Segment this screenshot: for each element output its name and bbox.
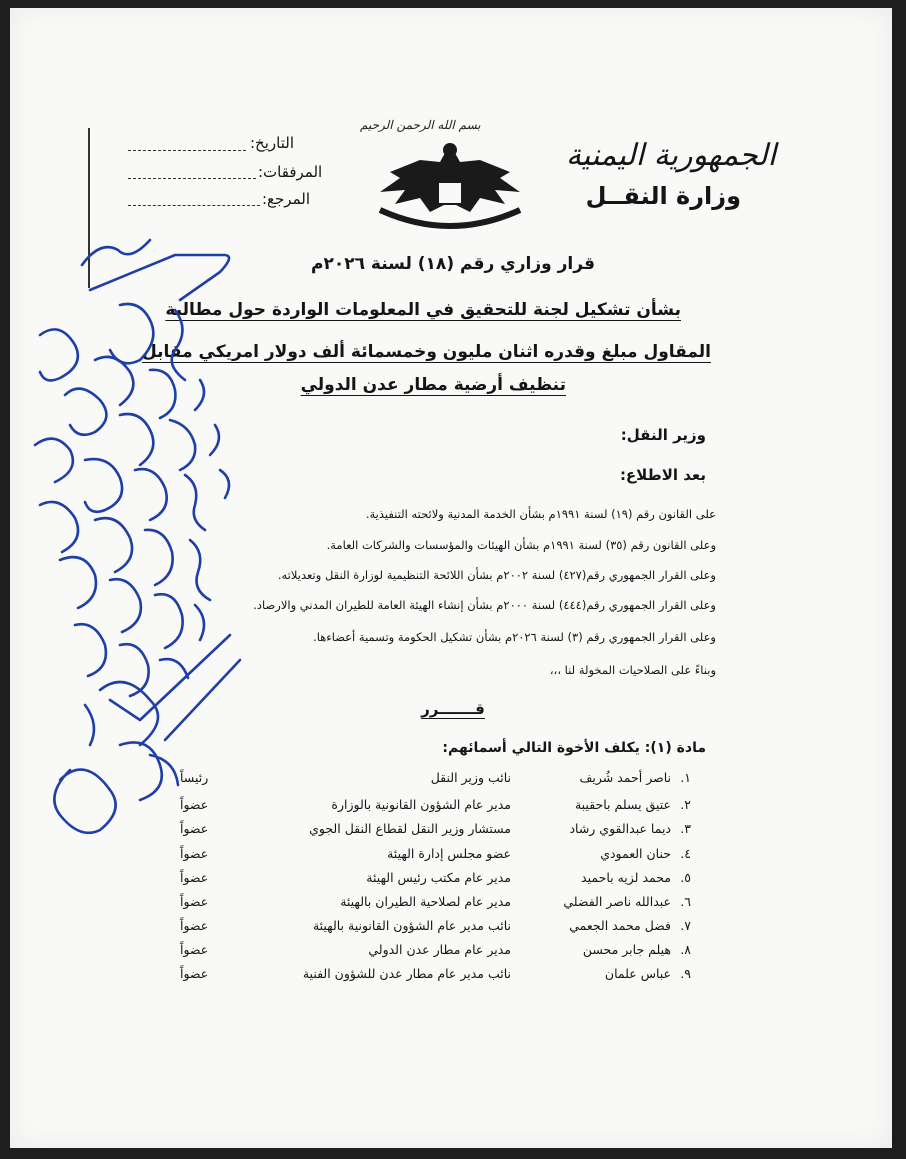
member-name: محمد لزيه باحميد [581, 870, 671, 885]
member-number: ٦. [680, 894, 691, 909]
member-name: حنان العمودي [600, 846, 671, 861]
member-role: مدير عام مطار عدن الدولي [368, 942, 511, 957]
republic-name: الجمهورية اليمنية [565, 138, 776, 173]
member-role: مستشار وزير النقل لقطاع النقل الجوي [309, 821, 511, 836]
minister-label: وزير النقل: [620, 426, 706, 444]
member-name: عبدالله ناصر الفضلي [563, 894, 671, 909]
member-role: نائب مدير عام الشؤون القانونية بالهيئة [312, 918, 511, 933]
after-review-label: بعد الاطلاع: [619, 466, 706, 484]
attachments-label: المرفقات: [258, 163, 323, 181]
member-name: عتيق يسلم باحقيبة [574, 797, 671, 812]
member-status: عضواً [180, 918, 209, 933]
member-role: نائب وزير النقل [430, 770, 511, 785]
article-1: مادة (١): يكلف الأخوة التالي أسمائهم: [442, 740, 706, 756]
member-role: عضو مجلس إدارة الهيئة [387, 846, 511, 861]
basmala: بسم الله الرحمن الرحيم [360, 118, 481, 132]
member-status: عضواً [180, 966, 209, 981]
member-name: ديما عبدالقوي رشاد [569, 821, 671, 836]
member-status: عضواً [180, 894, 209, 909]
law-6: وبناءً على الصلاحيات المخولة لنا ،،، [549, 663, 716, 677]
member-status: عضواً [180, 942, 209, 957]
member-name: عباس علمان [604, 966, 671, 981]
member-name: ناصر أحمد شُريف [579, 770, 671, 785]
member-role: مدير عام الشؤون القانونية بالوزارة [331, 797, 511, 812]
law-5: وعلى القرار الجمهوري رقم (٣) لسنة ٢٠٢٦م بشأن تشكيل الحكومة وتسمية أعضاءها. [313, 630, 716, 644]
member-number: ٩. [680, 966, 691, 981]
subject-line-3: تنظيف أرضية مطار عدن الدولي [300, 375, 566, 395]
member-status: عضواً [180, 821, 209, 836]
decree-title: قرار وزاري رقم (١٨) لسنة ٢٠٢٦م [311, 254, 595, 274]
member-status: عضواً [180, 870, 209, 885]
law-4: وعلى القرار الجمهوري رقم(٤٤٤) لسنة ٢٠٠٠م بشأن إنشاء الهيئة العامة للطيران المدني والارصاد. [253, 598, 716, 612]
member-number: ٧. [680, 918, 691, 933]
member-role: مدير عام لصلاحية الطيران بالهيئة [340, 894, 511, 909]
law-3: وعلى القرار الجمهوري رقم(٤٢٧) لسنة ٢٠٠٢م بشأن اللائحة التنظيمية لوزارة النقل وتعديلاته. [277, 568, 716, 582]
member-status: عضواً [180, 846, 209, 861]
member-role: مدير عام مكتب رئيس الهيئة [366, 870, 511, 885]
member-number: ٥. [680, 870, 691, 885]
member-name: هيلم جابر محسن [582, 942, 671, 957]
member-number: ٣. [680, 821, 691, 836]
member-role: نائب مدير عام مطار عدن للشؤون الفنية [302, 966, 511, 981]
date-label: التاريخ: [250, 134, 294, 152]
member-number: ١. [680, 770, 691, 785]
ministry-name: وزارة النقــل [585, 182, 741, 210]
decides-heading: قـــــــرر [421, 700, 485, 718]
law-1: على القانون رقم (١٩) لسنة ١٩٩١م بشأن الخدمة المدنية ولائحته التنفيذية. [365, 507, 716, 521]
law-2: وعلى القانون رقم (٣٥) لسنة ١٩٩١م بشأن الهيئات والمؤسسات والشركات العامة. [326, 538, 716, 552]
member-status: رئيساً [180, 770, 209, 785]
member-name: فضل محمد الجعمي [569, 918, 671, 933]
member-number: ٨. [680, 942, 691, 957]
member-status: عضواً [180, 797, 209, 812]
subject-line-2: المقاول مبلغ وقدره اثنان مليون وخمسمائة ألف دولار امريكي مقابل [141, 342, 711, 362]
member-number: ٢. [680, 797, 691, 812]
subject-line-1: بشأن تشكيل لجنة للتحقيق في المعلومات الواردة حول مطالبة [165, 300, 681, 320]
reference-label: المرجع: [262, 190, 310, 208]
member-number: ٤. [680, 846, 691, 861]
